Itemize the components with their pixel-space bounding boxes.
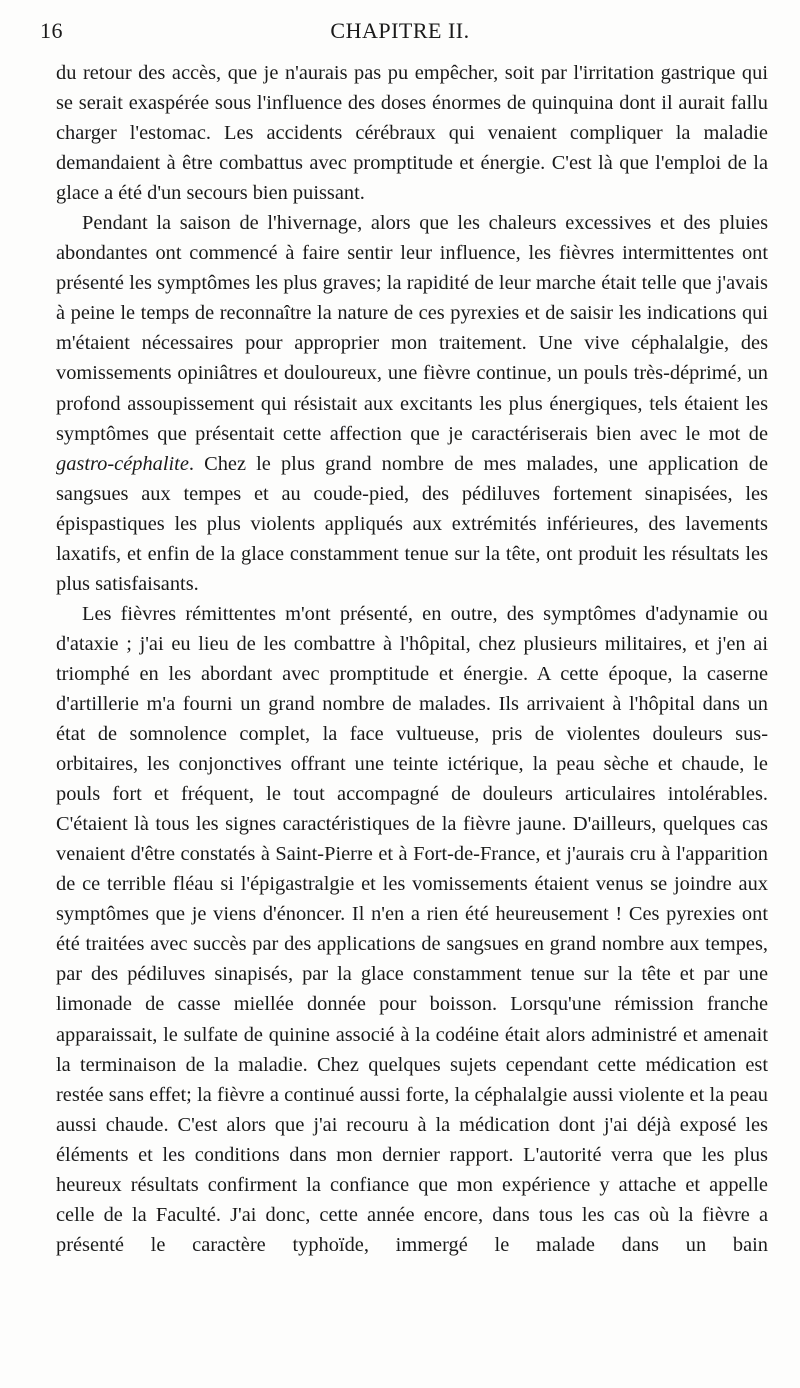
body-text — [56, 58, 768, 1260]
chapter-title: CHAPITRE II. — [330, 18, 470, 43]
running-head — [40, 14, 760, 50]
paragraph-continuation: du retour des accès, que je n'aurais pas pu empêcher, soit par l'irritation gastrique qui se serait exaspérée sous l'influence des doses énormes de quinquina dont il aurait fallu charger l'estomac. Les accidents cérébraux qui venaient compliquer la maladie demandaient à être combattus avec promptitude et énergie. C'est là que l'emploi de la glace a été d'un secours bien puissant. — [56, 62, 768, 205]
paragraph-text: . Chez le plus grand nombre de mes malades, une application de sangsues aux tempes et au coude-pied, des pédiluves fortement sinapisées, les épispastiques les plus violents appliqués aux extrémités inférieures, des lavements laxatifs, et enfin de la glace constamment tenue sur la tête, ont produit les résultats les plus satisfaisants. — [56, 452, 768, 595]
paragraph-fievres-remittentes: Les fièvres rémittentes m'ont présenté, en outre, des symptômes d'adynamie ou d'ataxie ; j'ai eu lieu de les combattre à l'hôpital, chez plusieurs militaires, et j'en ai triomphé en les abordant avec promptitude et énergie. A cette époque, la caserne d'artillerie m'a fourni un grand nombre de malades. Ils arrivaient à l'hôpital dans un état de somnolence complet, la face vultueuse, pris de violentes douleurs sus-orbitaires, les conjonctives offrant une teinte ictérique, la peau sèche et chaude, le pouls fort et fréquent, le tout accompagné de douleurs articulaires intolérables. C'étaient là tous les signes caractéristiques de la fièvre jaune. D'ailleurs, quelques cas venaient d'être constatés à Saint-Pierre et à Fort-de-France, et j'aurais cru à l'apparition de ce terrible fléau si l'épigastralgie et les vomissements étaient venus se joindre aux symptômes que je viens d'énoncer. Il n'en a rien été heureusement ! Ces pyrexies ont été traitées avec succès par des applications de sangsues en grand nombre aux tempes, par des pédiluves sinapisés, par la glace constamment tenue sur la tête et par une limonade de casse miellée donnée pour boisson. Lorsqu'une rémission franche apparaissait, le sulfate de quinine associé à la codéine était alors administré et amenait la terminaison de la maladie. Chez quelques sujets cependant cette médication est restée sans effet; la fièvre a continué aussi forte, la céphalalgie aussi violente et la peau aussi chaude. C'est alors que j'ai recouru à la médication dont j'ai déjà exposé les éléments et les conditions dans mon dernier rapport. L'autorité verra que les plus heureux résultats confirment la confiance que mon expérience y attache et appelle celle de la Faculté. J'ai donc, cette année encore, dans tous les cas où la fièvre a présenté le caractère typhoïde, immergé le malade dans un bain — [56, 602, 768, 1256]
page-number: 16 — [40, 18, 63, 43]
paragraph-hivernage — [56, 208, 768, 599]
italic-term: gastro-céphalite — [56, 452, 189, 475]
paragraph-text: Pendant la saison de l'hivernage, alors que les chaleurs excessives et des pluies abondantes ont commencé à faire sentir leur influence, les fièvres intermittentes ont présenté les symptômes les plus graves; la rapidité de leur marche était telle que j'avais à peine le temps de reconnaître la nature de ces pyrexies et de saisir les indications qui m'étaient nécessaires pour approprier mon traitement. Une vive céphalalgie, des vomissements opiniâtres et douloureux, une fièvre continue, un pouls très-déprimé, un profond assoupissement qui résistait aux excitants les plus énergiques, tels étaient les symptômes que présentait cette affection que je caractériserais bien avec le mot de — [56, 212, 768, 445]
